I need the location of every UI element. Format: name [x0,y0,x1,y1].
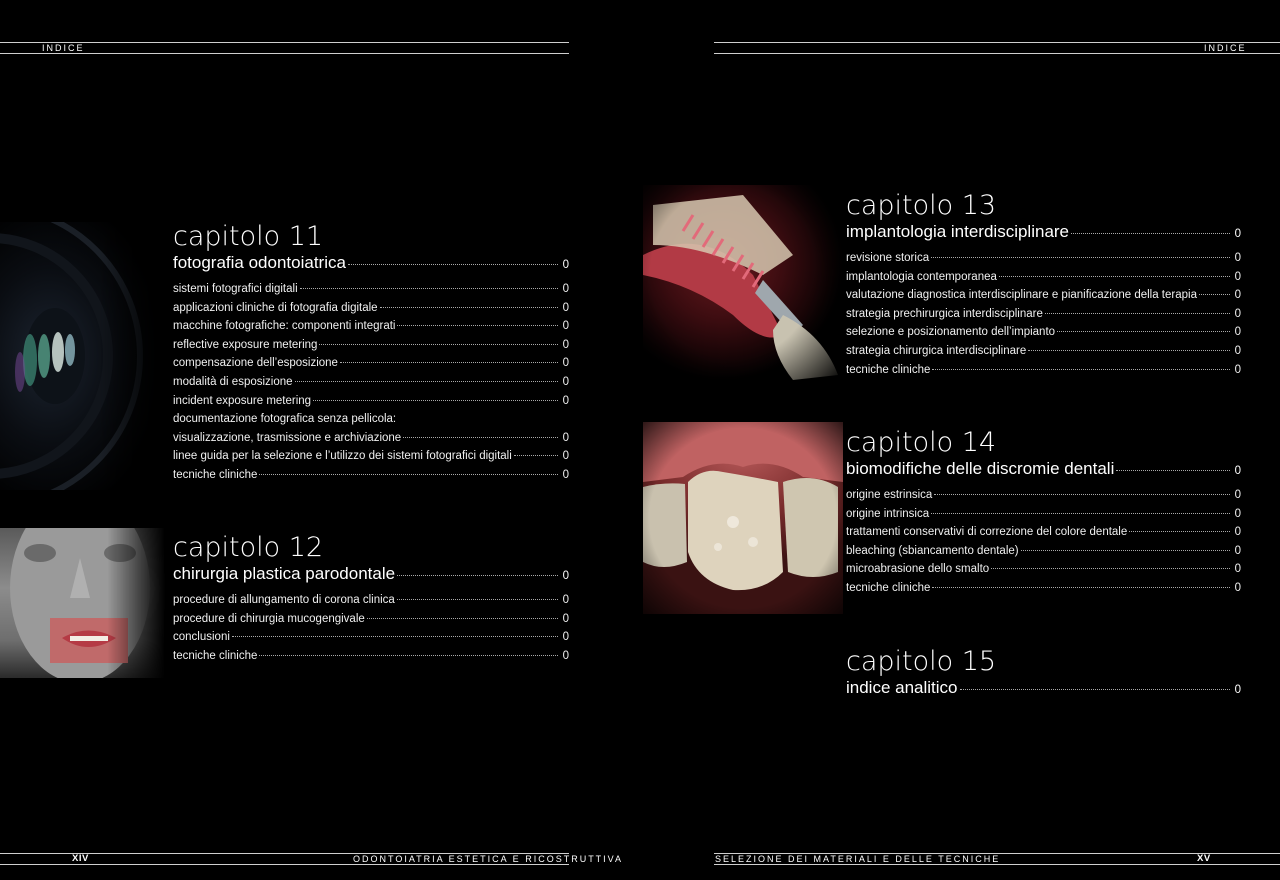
toc-entry[interactable] [846,323,1241,342]
leader-dots [1071,233,1230,234]
toc-entry[interactable] [173,336,569,355]
chapter-title-row[interactable] [846,678,1241,698]
entry-text: macchine fotografiche: componenti integrati [173,320,396,333]
toc-entry[interactable] [846,579,1241,598]
chapter-title: fotografia odontoiatrica [173,253,346,272]
chapter-title-row[interactable] [173,253,569,273]
chapter-13 [846,191,1241,379]
page-ref: 0 [562,259,569,271]
leader-dots [999,276,1230,277]
footer-label-left: ODONTOIATRIA ESTETICA E RICOSTRUTTIVA [353,854,624,864]
entry-text: sistemi fotografici digitali [173,283,298,295]
header-rule-bottom-left [0,53,569,54]
chapter-14 [846,428,1241,598]
entry-text: origine estrinsica [846,489,933,501]
chapter-label: capitolo 15 [846,646,997,677]
page-ref: 0 [562,357,569,370]
chapter-label: capitolo 11 [173,221,324,252]
toc-entry[interactable] [846,361,1241,380]
page-ref: 0 [1234,363,1241,376]
entry-text: modalità di esposizione [173,375,293,388]
leader-dots [367,618,558,619]
page-ref: 0 [562,431,569,444]
leader-dots [1199,294,1230,295]
leader-dots [934,494,1230,495]
page-ref: 0 [1234,526,1241,539]
toc-entry[interactable] [846,249,1241,268]
entry-text: strategia chirurgica interdisciplinare [846,344,1027,357]
leader-dots [932,587,1230,588]
entry-text: tecniche cliniche [173,649,258,662]
entry-text: strategia prechirurgica interdisciplinare [846,307,1043,320]
page-number-right: XV [1197,853,1211,864]
footer-rule-bottom-right [714,864,1280,865]
toc-entry[interactable] [173,647,569,666]
toc-entry[interactable] [846,486,1241,505]
chapter-title-row[interactable] [846,459,1241,479]
chapter-title: implantologia interdisciplinare [846,222,1070,241]
page-ref: 0 [562,612,569,625]
entry-text: origine intrinsica [846,507,930,520]
chapter-label: capitolo 12 [173,532,324,563]
page-ref: 0 [562,649,569,662]
entry-text: compensazione dell’esposizione [173,357,338,370]
entry-text: tecniche cliniche [846,363,931,376]
leader-dots [232,636,558,637]
header-rule-top-right [714,42,1280,43]
entry-text: reflective exposure metering [173,338,318,351]
leader-dots [1021,550,1230,551]
chapter-12 [173,533,569,665]
toc-entry[interactable] [846,523,1241,542]
toc-entry[interactable] [173,280,569,299]
toc-entry[interactable] [846,542,1241,561]
chapter-11 [173,222,569,485]
entry-text: implantologia contemporanea [846,270,997,283]
toc-entry[interactable] [173,354,569,373]
leader-dots [1129,531,1230,532]
toc-entry[interactable] [173,373,569,392]
toc-entry[interactable] [173,447,569,466]
header-label-right: INDICE [1204,43,1247,53]
leader-dots [348,264,558,265]
entry-text: selezione e posizionamento dell’impianto [846,326,1056,339]
leader-dots [397,325,558,326]
page-ref: 0 [562,375,569,388]
page-ref: 0 [1234,307,1241,320]
header-rule-top-left [0,42,569,43]
toc-entry[interactable] [846,268,1241,287]
toc-entry[interactable] [846,560,1241,579]
page-ref: 0 [1234,581,1241,594]
page-ref: 0 [562,320,569,333]
page-ref: 0 [562,450,569,463]
page-ref: 0 [562,468,569,481]
leader-dots [300,288,558,289]
chapter-title: indice analitico [846,678,958,697]
page-ref: 0 [1234,326,1241,339]
header-label-left: INDICE [42,43,85,53]
entry-text: revisione storica [846,252,930,264]
chapter-title-row[interactable] [173,564,569,584]
footer-rule-bottom-left [0,864,569,865]
leader-dots [1045,313,1230,314]
leader-dots [931,257,1230,258]
toc-entry[interactable] [173,429,569,448]
entry-text: visualizzazione, trasmissione e archiviazione [173,431,402,444]
toc-entry-heading [173,410,569,429]
face-lips-image [0,528,165,678]
page-ref: 0 [1234,270,1241,283]
entry-text: linee guida per la selezione e l’utilizzo dei sistemi fotografici digitali [173,450,512,463]
entry-text: procedure di chirurgia mucogengivale [173,612,365,625]
chapter-label: capitolo 14 [846,427,997,458]
page-ref: 0 [1234,563,1241,576]
leader-dots [295,381,558,382]
page-ref: 0 [562,394,569,407]
leader-dots [932,369,1230,370]
leader-dots [1116,470,1230,471]
leader-dots [960,689,1230,690]
leader-dots [259,474,558,475]
leader-dots [319,344,558,345]
entry-text: applicazioni cliniche di fotografia digitale [173,301,378,314]
chapter-title-row[interactable] [846,222,1241,242]
toc-entry[interactable] [173,628,569,647]
entry-text: documentazione fotografica senza pellicola: [173,413,397,426]
page-ref: 0 [1234,252,1241,264]
leader-dots [931,513,1230,514]
header-rule-bottom-right [714,53,1280,54]
page-ref: 0 [562,570,569,582]
entry-text: tecniche cliniche [846,581,931,594]
leader-dots [514,455,558,456]
page-ref: 0 [1234,228,1241,240]
leader-dots [380,307,558,308]
toc-entry[interactable] [173,591,569,610]
page-ref: 0 [562,594,569,606]
footer-label-right: SELEZIONE DEI MATERIALI E DELLE TECNICHE [715,854,1001,864]
entry-text: trattamenti conservativi di correzione del colore dentale [846,526,1128,539]
toc-entry[interactable] [846,286,1241,305]
leader-dots [313,400,558,401]
page-ref: 0 [1234,507,1241,520]
page-ref: 0 [562,283,569,295]
chapter-label: capitolo 13 [846,190,997,221]
page-ref: 0 [562,301,569,314]
entry-text: incident exposure metering [173,394,312,407]
page-number-left: XIV [72,853,89,864]
toc-entry[interactable] [173,299,569,318]
page-ref: 0 [562,338,569,351]
discolored-teeth-image [643,422,843,614]
page-ref: 0 [1234,544,1241,557]
chapter-title: biomodifiche delle discromie dentali [846,459,1115,478]
leader-dots [1057,331,1230,332]
camera-lens-image [0,222,165,490]
entry-text: bleaching (sbiancamento dentale) [846,544,1019,557]
entry-text: valutazione diagnostica interdisciplinare e pianificazione della terapia [846,289,1197,302]
page-ref: 0 [1234,344,1241,357]
leader-dots [991,568,1230,569]
toc-entry[interactable] [846,505,1241,524]
entry-text: tecniche cliniche [173,468,258,481]
page-ref: 0 [1234,465,1241,477]
page-ref: 0 [1234,489,1241,501]
leader-dots [1028,350,1230,351]
leader-dots [403,437,558,438]
chapter-15 [846,647,1241,705]
page-ref: 0 [1234,289,1241,302]
leader-dots [397,599,558,600]
toc-entry[interactable] [846,305,1241,324]
dental-implant-image [643,185,843,380]
entry-text: conclusioni [173,631,230,644]
page-ref: 0 [562,631,569,644]
page-ref: 0 [1234,684,1241,696]
entry-text: procedure di allungamento di corona clinica [173,594,395,606]
toc-entry[interactable] [173,317,569,336]
toc-entry[interactable] [173,466,569,485]
entry-text: microabrasione dello smalto [846,563,990,576]
toc-entry[interactable] [173,392,569,411]
toc-entry[interactable] [173,610,569,629]
leader-dots [397,575,558,576]
chapter-title: chirurgia plastica parodontale [173,564,396,583]
toc-entry[interactable] [846,342,1241,361]
leader-dots [340,362,558,363]
leader-dots [259,655,558,656]
